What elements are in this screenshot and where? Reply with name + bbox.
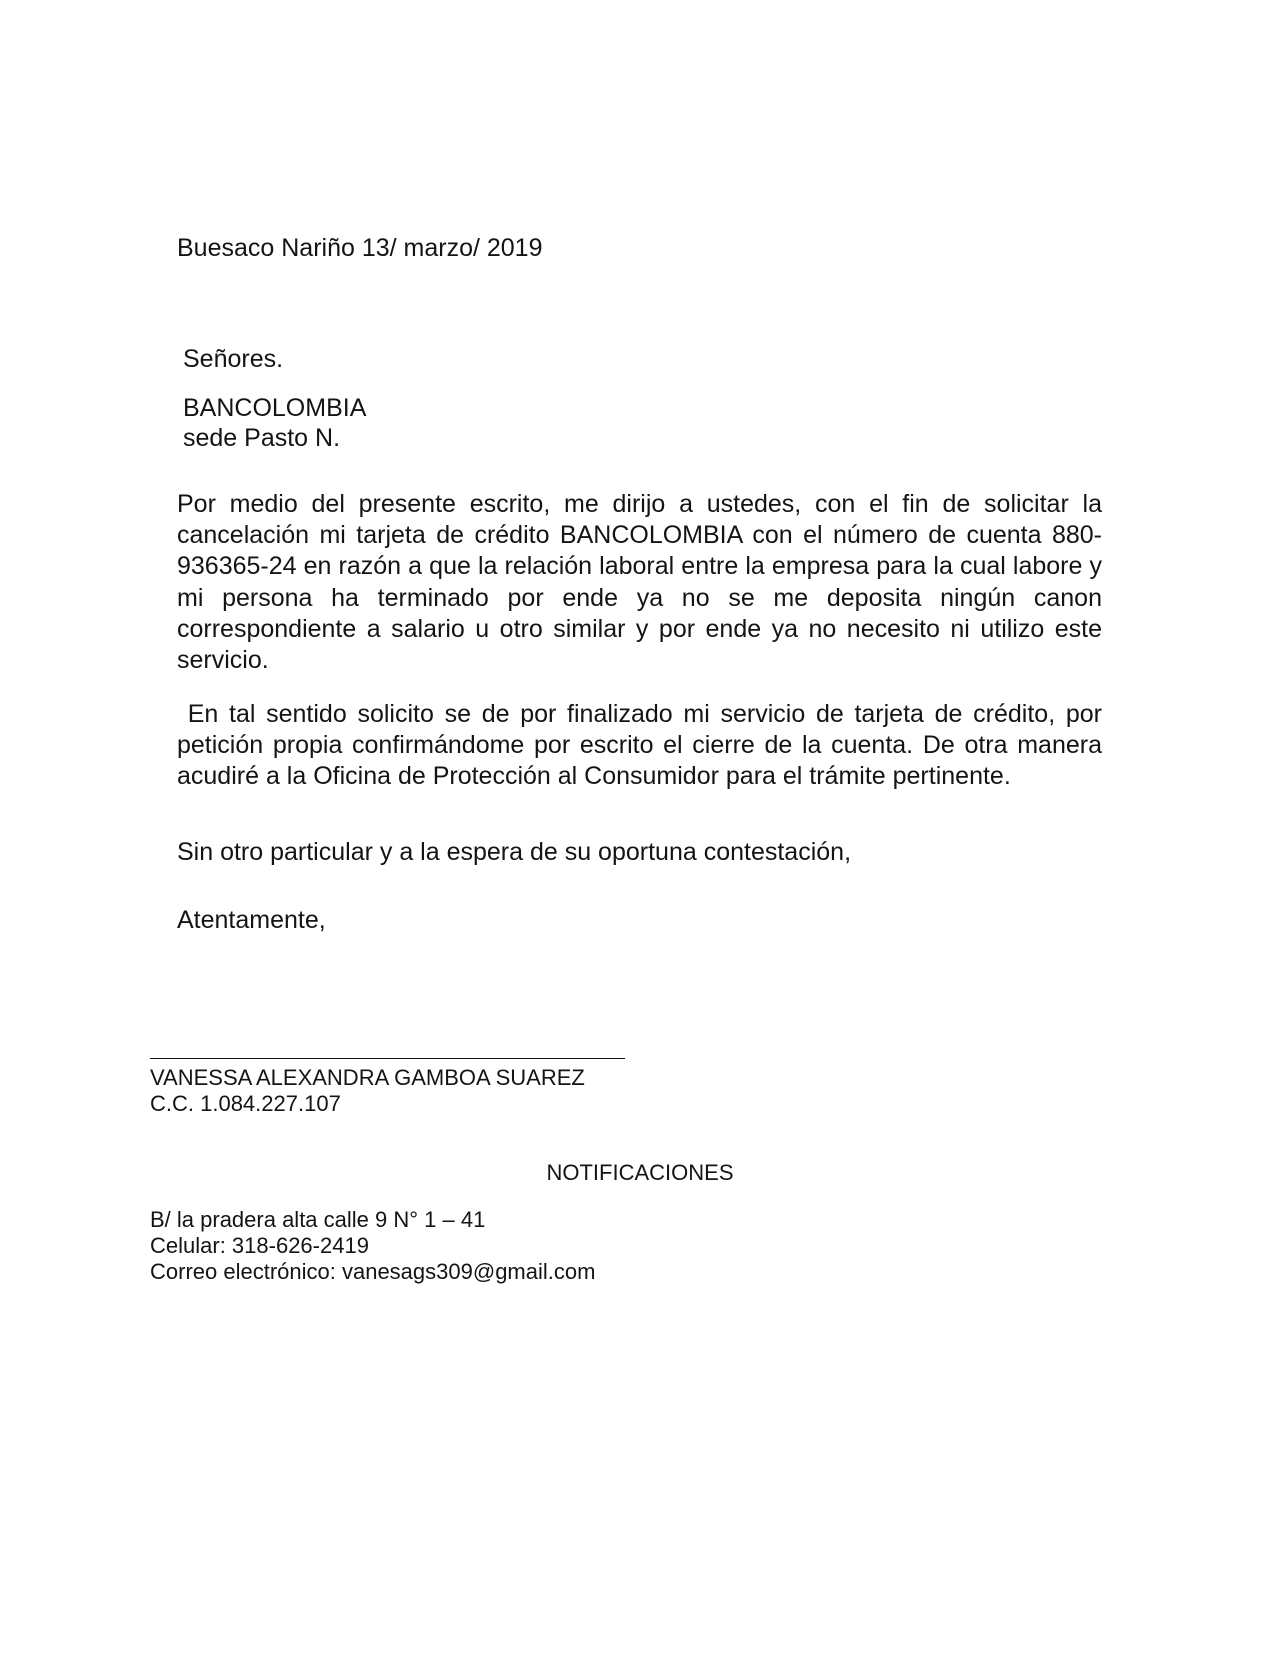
recipient-name: BANCOLOMBIA [183, 394, 367, 422]
notifications-heading: NOTIFICACIONES [546, 1160, 734, 1185]
signature-line [150, 1058, 625, 1059]
body-paragraph-1: Por medio del presente escrito, me dirijo a ustedes, con el fin de solicitar la cancelación mi tarjeta de crédito BANCOLOMBIA con el número de cuenta 880-936365-24 en razón a que la relación laboral entre la empresa para la cual labore y mi persona ha terminado por ende ya no se me deposita ningún canon correspondiente a salario u otro similar y por ende ya no necesito ni utilizo este servicio. [177, 490, 1102, 675]
signatory-name: VANESSA ALEXANDRA GAMBOA SUAREZ [150, 1065, 585, 1090]
body-paragraph-2: En tal sentido solicito se de por finalizado mi servicio de tarjeta de crédito, por petición propia confirmándome por escrito el cierre de la cuenta. De otra manera acudiré a la Oficina de Protección al Consumidor para el trámite pertinente. [177, 700, 1109, 791]
notification-email: Correo electrónico: vanesags309@gmail.com [150, 1259, 596, 1284]
signatory-id: C.C. 1.084.227.107 [150, 1091, 341, 1116]
place-date: Buesaco Nariño 13/ marzo/ 2019 [177, 234, 543, 262]
sign-off: Atentamente, [177, 906, 326, 934]
salutation: Señores. [183, 345, 284, 373]
notification-address: B/ la pradera alta calle 9 N° 1 – 41 [150, 1207, 486, 1232]
recipient-branch: sede Pasto N. [183, 424, 341, 452]
closing-line: Sin otro particular y a la espera de su oportuna contestación, [177, 838, 852, 866]
notification-phone: Celular: 318-626-2419 [150, 1233, 369, 1258]
